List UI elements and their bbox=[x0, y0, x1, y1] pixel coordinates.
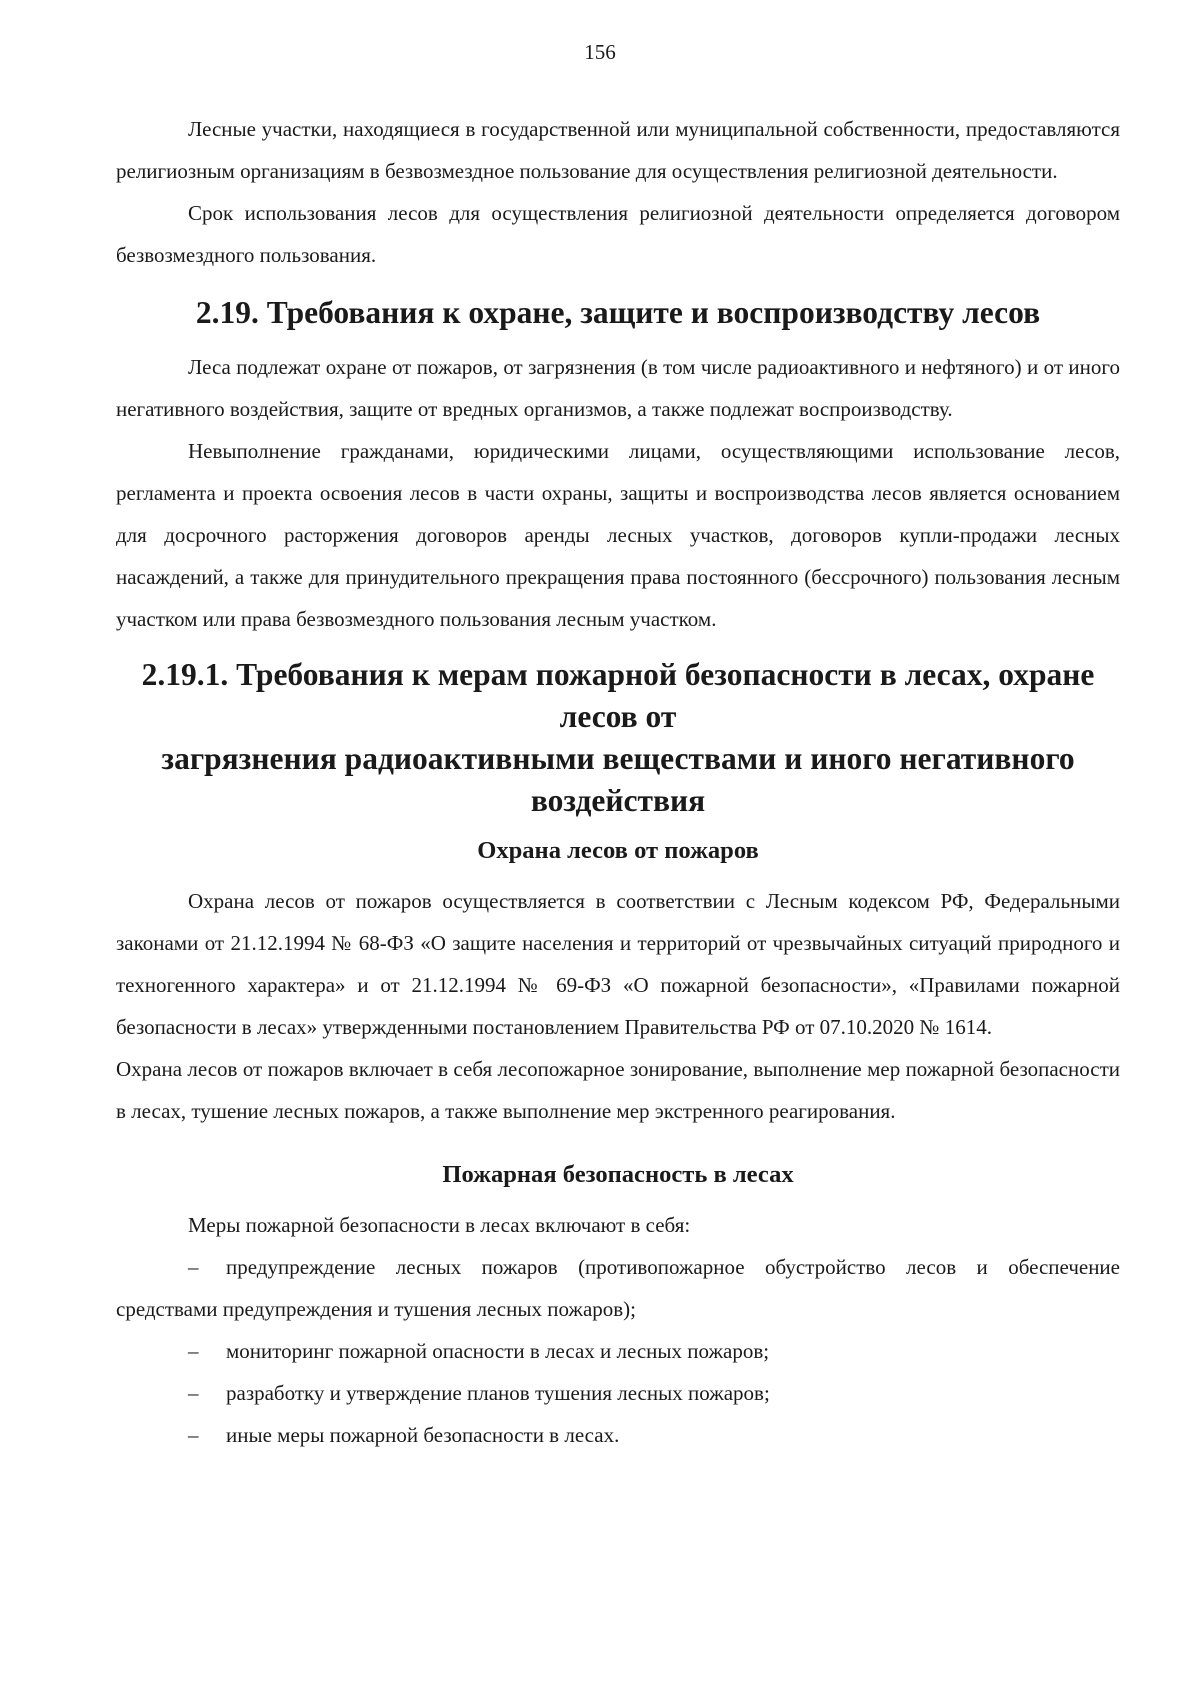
page-number: 156 bbox=[584, 40, 616, 64]
list-dash: – bbox=[188, 1255, 199, 1279]
paragraph-noncompliance: Невыполнение гражданами, юридическими лицами, осуществляющими использование лесов, регламента и проекта освоения лесов в части охраны, защиты и воспроизводства лесов является основанием для досрочного расторжения договоров аренды лесных участков, договоров купли-продажи лесных насаждений, а также для принудительного прекращения права постоянного (бессрочного) пользования лесным участком или права безвозмездного пользования лесным участком. bbox=[116, 439, 1120, 631]
list-item bbox=[116, 1330, 1120, 1372]
paragraph-fire-protection-includes: Охрана лесов от пожаров включает в себя лесопожарное зонирование, выполнение мер пожарной безопасности в лесах, тушение лесных пожаров, а также выполнение мер экстренного реагирования. bbox=[116, 1057, 1120, 1123]
list-item-text: мониторинг пожарной опасности в лесах и лесных пожаров; bbox=[226, 1339, 770, 1363]
list-dash: – bbox=[188, 1381, 199, 1405]
document-body bbox=[116, 108, 1120, 1456]
list-item-text: предупреждение лесных пожаров (противопожарное обустройство лесов и обеспечение средствами предупреждения и тушения лесных пожаров); bbox=[116, 1255, 1120, 1321]
paragraph-usage-term: Срок использования лесов для осуществления религиозной деятельности определяется договором безвозмездного пользования. bbox=[116, 201, 1120, 267]
list-item-text: иные меры пожарной безопасности в лесах. bbox=[226, 1423, 620, 1447]
list-item bbox=[116, 1246, 1120, 1330]
section-heading-2-19-1-line1: 2.19.1. Требования к мерам пожарной безопасности в лесах, охране лесов от bbox=[141, 657, 1095, 734]
fire-safety-measures-list bbox=[116, 1246, 1120, 1456]
paragraph-forest-protection: Леса подлежат охране от пожаров, от загрязнения (в том числе радиоактивного и нефтяного) и от иного негативного воздействия, защите от вредных организмов, а также подлежат воспроизводству. bbox=[116, 355, 1120, 421]
paragraph-fire-protection-laws: Охрана лесов от пожаров осуществляется в соответствии с Лесным кодексом РФ, Федеральными законами от 21.12.1994 № 68-ФЗ «О защите населения и территорий от чрезвычайных ситуаций природного и техногенного характера» и от 21.12.1994 № 69-ФЗ «О пожарной безопасности», «Правилами пожарной безопасности в лесах» утвержденными постановлением Правительства РФ от 07.10.2020 № 1614. bbox=[116, 889, 1120, 1039]
section-heading-2-19: 2.19. Требования к охране, защите и воспроизводству лесов bbox=[195, 295, 1041, 330]
section-heading-2-19-1 bbox=[116, 654, 1120, 822]
list-item bbox=[116, 1372, 1120, 1414]
paragraph-fire-safety-intro: Меры пожарной безопасности в лесах включают в себя: bbox=[188, 1213, 691, 1237]
subsection-heading-fire-safety: Пожарная безопасность в лесах bbox=[442, 1161, 794, 1188]
subsection-heading-fire-protection: Охрана лесов от пожаров bbox=[477, 837, 759, 864]
list-dash: – bbox=[188, 1339, 199, 1363]
paragraph-religious-use: Лесные участки, находящиеся в государственной или муниципальной собственности, предоставляются религиозным организациям в безвозмездное пользование для осуществления религиозной деятельности. bbox=[116, 117, 1120, 183]
list-dash: – bbox=[188, 1423, 199, 1447]
list-item-text: разработку и утверждение планов тушения лесных пожаров; bbox=[226, 1381, 770, 1405]
section-heading-2-19-1-line2: загрязнения радиоактивными веществами и иного негативного воздействия bbox=[161, 741, 1075, 818]
list-item bbox=[116, 1414, 1120, 1456]
